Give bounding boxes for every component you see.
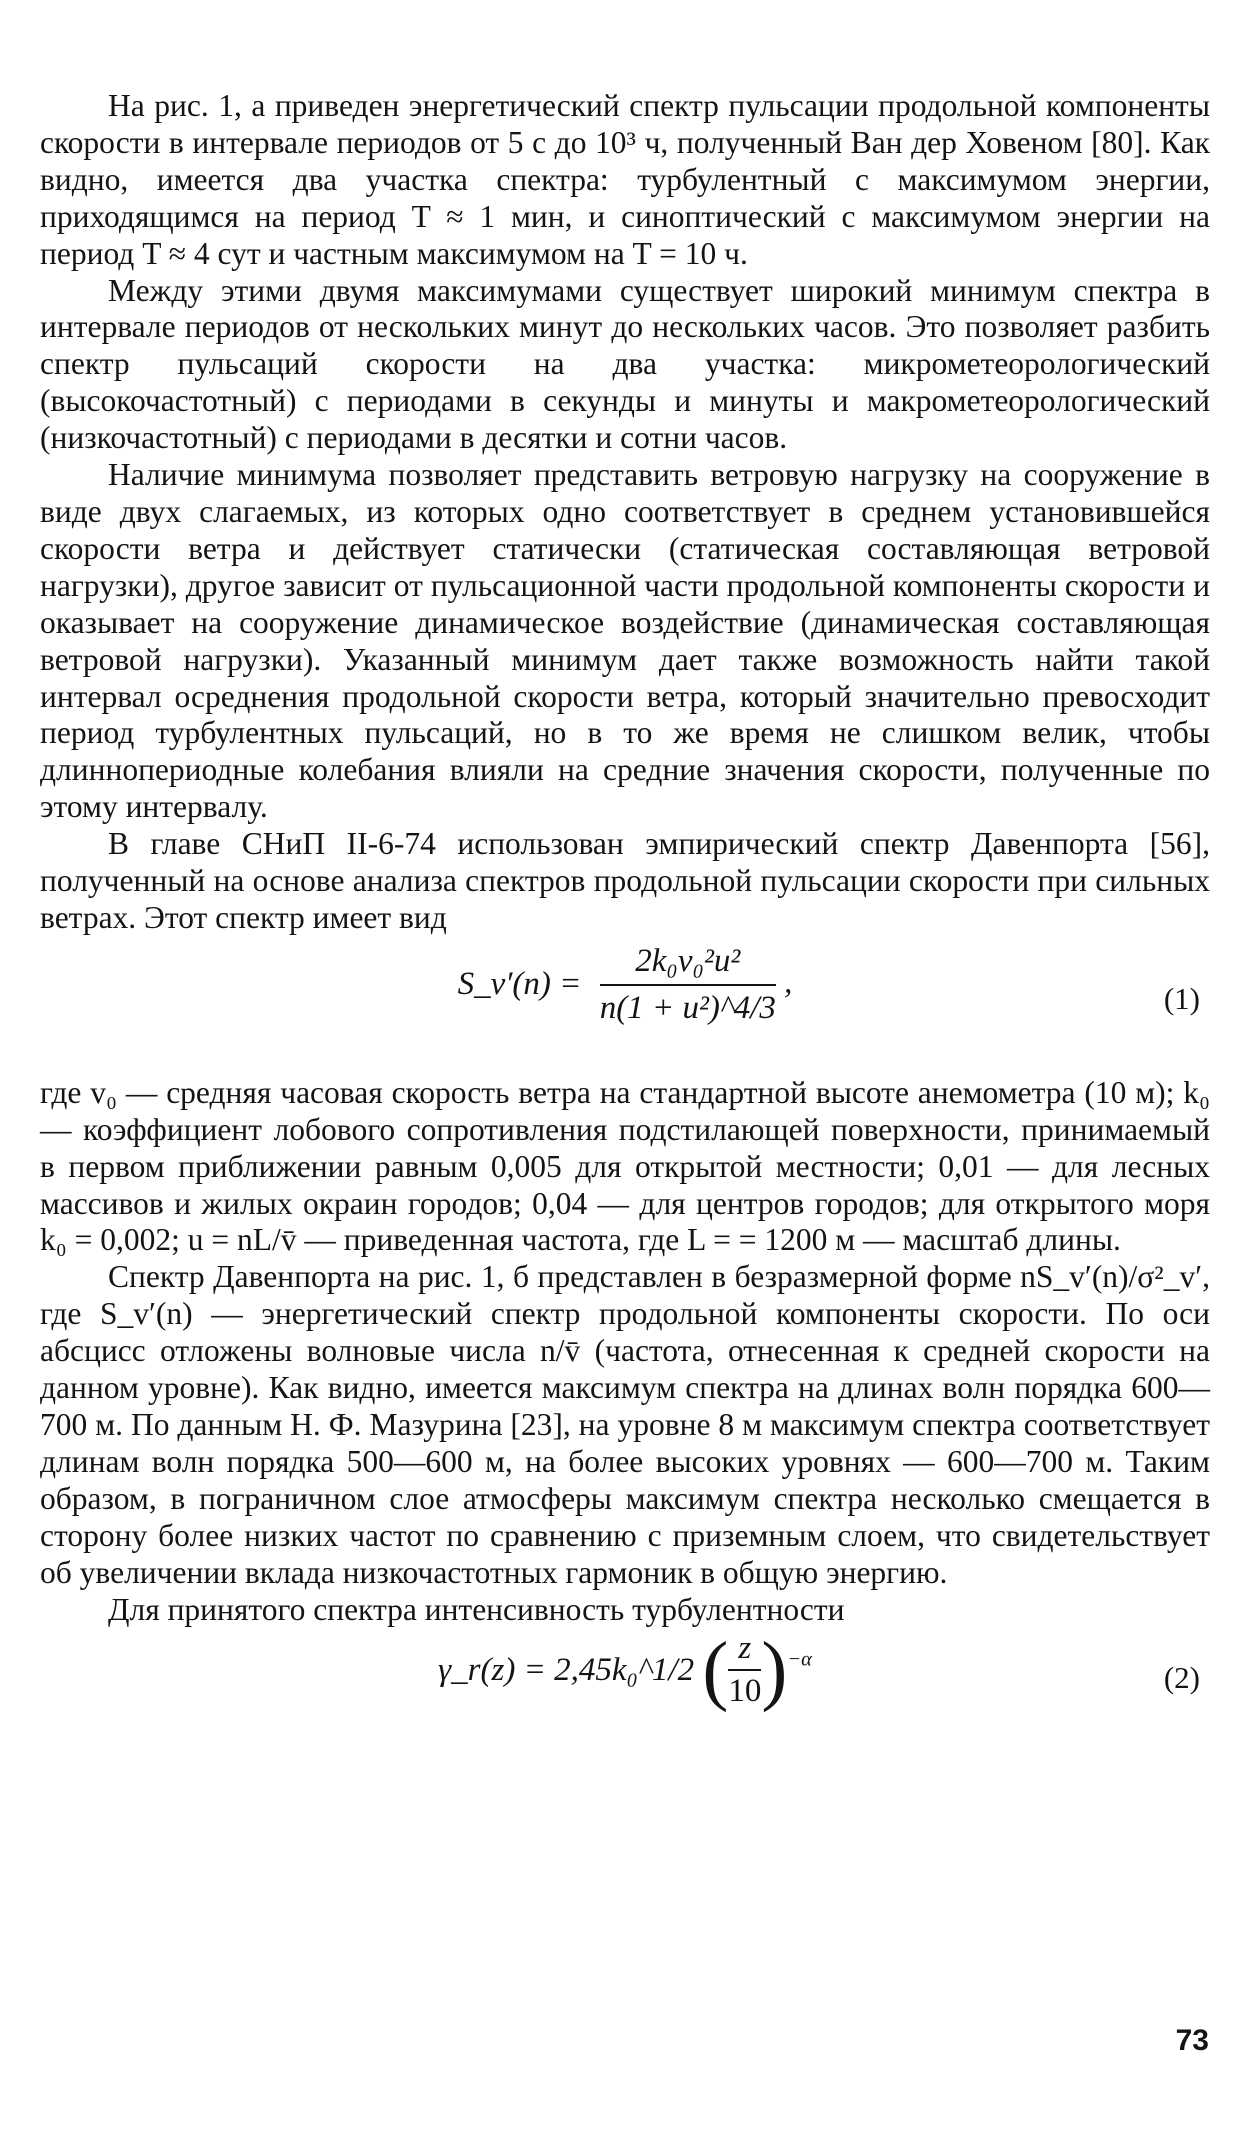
paragraph-4: В главе СНиП II-6-74 использован эмпирический спектр Давенпорта [56], полученный на основе анализа спектров продольной пульсации скорости при сильных ветрах. Этот спектр имеет вид — [40, 826, 1210, 935]
formula-2-number: (2) — [1163, 1660, 1200, 1696]
formula-2-lhs: γ_r(z) = 2,45k₀^1/2 — [438, 1651, 695, 1688]
formula-2-left-paren: ( — [702, 1625, 729, 1713]
page-body — [40, 88, 1210, 1750]
formula-2-body — [40, 1625, 1210, 1713]
formula-1-fraction — [600, 943, 776, 1027]
formula-2-frac-denominator: 10 — [728, 1673, 762, 1710]
formula-1-body — [40, 943, 1210, 1027]
paragraph-5: где v₀ — средняя часовая скорость ветра на стандартной высоте анемометра (10 м); k₀ — коэффициент лобового сопротивления подстилающей поверхности, принимаемый в первом приближении равным 0,005 для открытой местности; 0,01 — для лесных массивов и жилых окраин городов; 0,04 — для центров городов; для открытого моря k₀ = 0,002; u = nL/v̄ — приведенная частота, где L = = 1200 м — масштаб длины. — [40, 1074, 1210, 1258]
formula-1-lhs: S_v′(n) = — [457, 966, 582, 1003]
formula-2-frac-numerator: z — [728, 1630, 761, 1671]
paragraph-3: Наличие минимума позволяет представить ветровую нагрузку на сооружение в виде двух слагаемых, из которых одно соответствует в среднем установившейся скорости ветра и действует статически (статическая составляющая ветровой нагрузки), другое зависит от пульсационной части продольной компоненты скорости и оказывает на сооружение динамическое воздействие (динамическая составляющая ветровой нагрузки). Указанный минимум дает также возможность найти такой интервал осреднения продольной скорости ветра, который значительно превосходит период турбулентных пульсаций, но в то же время не слишком велик, чтобы длиннопериодные колебания влияли на средние значения скорости, полученные по этому интервалу. — [40, 457, 1210, 825]
paragraph-2: Между этими двумя максимумами существует широкий минимум спектра в интервале периодов от нескольких минут до нескольких часов. Это позволяет разбить спектр пульсаций скорости на два участка: микрометеорологический (высокочастотный) с периодами в секунды и минуты и макрометеорологический (низкочастотный) с периодами в десятки и сотни часов. — [40, 272, 1210, 456]
formula-2-exponent: −α — [787, 1648, 812, 1671]
formula-1-denominator: n(1 + u²)^4/3 — [599, 989, 776, 1026]
paragraph-7: Для принятого спектра интенсивность турбулентности — [108, 1591, 845, 1627]
formula-1-numerator: 2k₀v₀²u² — [600, 943, 776, 986]
paragraph-1: На рис. 1, а приведен энергетический спектр пульсации продольной компоненты скорости в интервале периодов от 5 с до 10³ ч, полученный Ван дер Ховеном [80]. Как видно, имеется два участка спектра: турбулентный с максимумом энергии, приходящимся на период T ≈ 1 мин, и синоптический с максимумом энергии на период T ≈ 4 сут и частным максимумом на T = 10 ч. — [40, 88, 1210, 271]
formula-2 — [40, 1625, 1210, 1744]
page-number: 73 — [1175, 2024, 1209, 2057]
formula-1 — [40, 943, 1210, 1067]
formula-2-right-paren: ) — [761, 1625, 788, 1713]
formula-1-comma: , — [784, 964, 793, 1001]
paragraph-6: Спектр Давенпорта на рис. 1, б представлен в безразмерной форме nS_v′(n)/σ²_v′, где S_v′(n) — энергетический спектр продольной компоненты скорости. По оси абсцисс отложены волновые числа n/v̄ (частота, отнесенная к средней скорости на данном уровне). Как видно, имеется максимум спектра на длинах волн порядка 600—700 м. По данным Н. Ф. Мазурина [23], на уровне 8 м максимум спектра соответствует длинам волн порядка 500—600 м, на более высоких уровнях — 600—700 м. Таким образом, в пограничном слое атмосферы максимум спектра несколько смещается в сторону более низких частот по сравнению с приземным слоем, что свидетельствует об увеличении вклада низкочастотных гармоник в общую энергию. — [40, 1259, 1210, 1590]
formula-2-fraction — [728, 1630, 761, 1710]
formula-1-number: (1) — [1163, 980, 1200, 1016]
